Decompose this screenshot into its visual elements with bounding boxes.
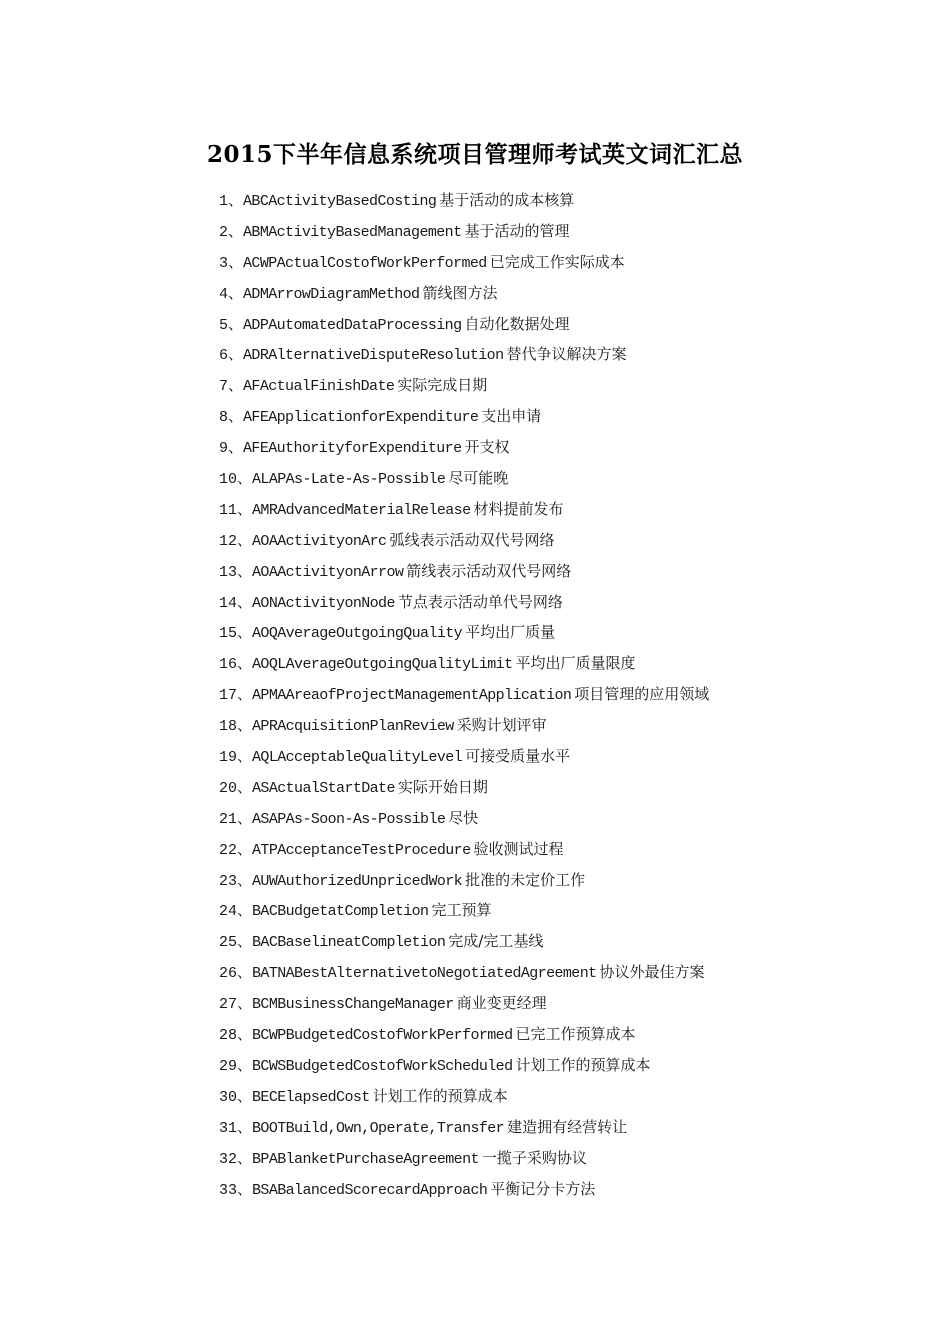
- glossary-entry: [219, 216, 919, 247]
- glossary-entry: [219, 278, 919, 309]
- entry-term: BACBudgetatCompletion: [252, 903, 429, 921]
- glossary-entry: [219, 1050, 919, 1081]
- entry-number: 17: [219, 687, 238, 705]
- entry-separator: 、: [237, 839, 253, 858]
- entry-number: 33: [219, 1181, 238, 1199]
- entry-separator: 、: [237, 747, 253, 766]
- entry-separator: 、: [228, 314, 244, 333]
- entry-translation: 计划工作的预算成本: [372, 1086, 508, 1105]
- entry-separator: 、: [228, 221, 244, 240]
- glossary-entry: [219, 803, 919, 834]
- glossary-entry: [219, 926, 919, 957]
- glossary-entry: [219, 988, 919, 1019]
- entry-number: 18: [219, 718, 238, 736]
- glossary-entry: [219, 339, 919, 370]
- entry-separator: 、: [228, 191, 244, 209]
- glossary-entry: [219, 525, 919, 556]
- entry-separator: 、: [237, 963, 253, 982]
- entry-term: BACBaselineatCompletion: [252, 934, 446, 952]
- entry-number: 8: [219, 409, 229, 427]
- entry-number: 7: [219, 378, 229, 396]
- entry-number: 10: [219, 471, 238, 489]
- entry-translation: 节点表示活动单代号网络: [397, 592, 563, 611]
- entry-term: ATPAcceptanceTestProcedure: [252, 841, 471, 859]
- entry-translation: 平均出厂质量限度: [515, 654, 636, 673]
- entry-number: 32: [219, 1150, 238, 1168]
- entry-term: APMAAreaofProjectManagementApplication: [252, 687, 572, 705]
- entry-number: 11: [219, 501, 238, 519]
- entry-separator: 、: [237, 530, 253, 549]
- glossary-entry: [219, 741, 919, 772]
- entry-term: AMRAdvancedMaterialRelease: [252, 501, 471, 519]
- entry-translation: 项目管理的应用领域: [574, 685, 710, 704]
- entry-number: 4: [219, 285, 229, 303]
- glossary-entry: [219, 1143, 919, 1174]
- entry-separator: 、: [237, 932, 253, 951]
- entry-separator: 、: [228, 252, 244, 271]
- entry-term: AUWAuthorizedUnpricedWork: [252, 872, 463, 890]
- entry-term: ADRAlternativeDisputeResolution: [243, 347, 504, 365]
- entry-number: 23: [219, 872, 238, 890]
- glossary-entry: [219, 895, 919, 926]
- entry-separator: 、: [237, 808, 253, 827]
- entry-translation: 采购计划评审: [456, 716, 547, 735]
- entry-translation: 可接受质量水平: [465, 747, 571, 766]
- entry-term: ADMArrowDiagramMethod: [243, 285, 420, 303]
- entry-translation: 已完工作预算成本: [515, 1025, 636, 1044]
- entry-number: 6: [219, 347, 229, 365]
- entry-separator: 、: [237, 499, 253, 518]
- entry-term: AFEApplicationforExpenditure: [243, 409, 479, 427]
- entry-translation: 箭线图方法: [422, 283, 498, 302]
- entry-translation: 实际完成日期: [397, 376, 488, 395]
- entry-separator: 、: [237, 685, 253, 704]
- entry-term: BCWPBudgetedCostofWorkPerformed: [252, 1027, 513, 1045]
- glossary-entry: [219, 710, 919, 741]
- entry-separator: 、: [228, 376, 244, 395]
- entry-translation: 弧线表示活动双代号网络: [389, 530, 555, 549]
- entry-translation: 平衡记分卡方法: [490, 1179, 596, 1198]
- entry-translation: 基于活动的管理: [464, 221, 570, 240]
- entry-separator: 、: [237, 623, 253, 642]
- entry-number: 20: [219, 779, 238, 797]
- entry-term: AFActualFinishDate: [243, 378, 395, 396]
- entry-term: ABCActivityBasedCosting: [243, 193, 437, 210]
- entry-translation: 开支权: [464, 438, 510, 457]
- entry-term: ACWPActualCostofWorkPerformed: [243, 254, 487, 272]
- entry-separator: 、: [228, 438, 244, 457]
- glossary-entry: [219, 401, 919, 432]
- entry-number: 9: [219, 440, 229, 458]
- entry-number: 28: [219, 1027, 238, 1045]
- document-title: 2015下半年信息系统项目管理师考试英文词汇汇总: [206, 141, 743, 168]
- glossary-entry: [219, 1019, 919, 1050]
- entry-term: ALAPAs-Late-As-Possible: [252, 471, 446, 489]
- entry-number: 25: [219, 934, 238, 952]
- entry-number: 15: [219, 625, 238, 643]
- entry-term: ASAPAs-Soon-As-Possible: [252, 810, 446, 828]
- entry-number: 22: [219, 841, 238, 859]
- entry-separator: 、: [237, 777, 253, 796]
- entry-number: 21: [219, 810, 238, 828]
- entry-number: 31: [219, 1119, 238, 1137]
- entry-separator: 、: [237, 1055, 253, 1074]
- entry-translation: 替代争议解决方案: [506, 345, 627, 364]
- glossary-entry: [219, 185, 919, 216]
- entry-translation: 尽可能晚: [448, 469, 509, 488]
- entry-term: AOAActivityonArc: [252, 532, 387, 550]
- entry-separator: 、: [237, 1179, 253, 1198]
- entry-term: AOQLAverageOutgoingQualityLimit: [252, 656, 513, 674]
- entry-translation: 一揽子采购协议: [481, 1148, 587, 1167]
- entry-number: 16: [219, 656, 238, 674]
- entry-term: BOOTBuild,Own,Operate,Transfer: [252, 1119, 505, 1137]
- entry-term: AQLAcceptableQualityLevel: [252, 749, 463, 767]
- entry-separator: 、: [237, 994, 253, 1013]
- entry-number: 13: [219, 563, 238, 581]
- entry-separator: 、: [228, 407, 244, 426]
- entry-translation: 已完成工作实际成本: [489, 252, 625, 271]
- entry-separator: 、: [237, 592, 253, 611]
- entry-term: AOAActivityonArrow: [252, 563, 404, 581]
- entry-translation: 批准的未定价工作: [465, 870, 586, 889]
- glossary-entry: [219, 370, 919, 401]
- entry-number: 26: [219, 965, 238, 983]
- entry-number: 19: [219, 749, 238, 767]
- glossary-entry: [219, 1112, 919, 1143]
- entry-term: APRAcquisitionPlanReview: [252, 718, 454, 736]
- glossary-entry: [219, 865, 919, 896]
- entry-separator: 、: [237, 561, 253, 580]
- glossary-entry: [219, 556, 919, 587]
- entry-number: 29: [219, 1057, 238, 1075]
- entry-separator: 、: [237, 901, 253, 920]
- entry-number: 14: [219, 594, 238, 612]
- glossary-entry: [219, 772, 919, 803]
- entry-separator: 、: [237, 654, 253, 673]
- entry-term: ADPAutomatedDataProcessing: [243, 316, 462, 334]
- entry-term: AOQAverageOutgoingQuality: [252, 625, 463, 643]
- entry-term: BCMBusinessChangeManager: [252, 996, 454, 1014]
- entry-translation: 平均出厂质量: [465, 623, 556, 642]
- entry-translation: 基于活动的成本核算: [439, 191, 575, 209]
- entry-separator: 、: [237, 870, 253, 889]
- glossary-entry: [219, 309, 919, 340]
- glossary-entry: [219, 834, 919, 865]
- entry-translation: 材料提前发布: [473, 499, 564, 518]
- glossary-entry: [219, 432, 919, 463]
- glossary-entry: [219, 463, 919, 494]
- glossary-entry: [219, 587, 919, 618]
- entry-separator: 、: [237, 1025, 253, 1044]
- entry-translation: 商业变更经理: [456, 994, 547, 1013]
- entry-number: 30: [219, 1088, 238, 1106]
- entry-number: 3: [219, 254, 229, 272]
- glossary-entry: [219, 494, 919, 525]
- entry-translation: 计划工作的预算成本: [515, 1055, 651, 1074]
- entry-separator: 、: [237, 469, 253, 488]
- entry-translation: 协议外最佳方案: [599, 963, 705, 982]
- entry-number: 1: [219, 193, 229, 210]
- entry-separator: 、: [237, 716, 253, 735]
- entry-number: 24: [219, 903, 238, 921]
- glossary-list: [219, 185, 919, 1204]
- entry-number: 27: [219, 996, 238, 1014]
- entry-term: AFEAuthorityforExpenditure: [243, 440, 462, 458]
- glossary-entry: [219, 679, 919, 710]
- glossary-entry: [219, 1174, 919, 1205]
- glossary-entry: [219, 1081, 919, 1112]
- entry-translation: 完工预算: [431, 901, 492, 920]
- entry-term: BATNABestAlternativetoNegotiatedAgreement: [252, 965, 597, 983]
- entry-number: 12: [219, 532, 238, 550]
- entry-translation: 建造拥有经营转让: [507, 1117, 628, 1136]
- entry-term: BECElapsedCost: [252, 1088, 370, 1106]
- glossary-entry: [219, 247, 919, 278]
- entry-term: ASActualStartDate: [252, 779, 395, 797]
- entry-translation: 完成/完工基线: [448, 932, 544, 951]
- entry-separator: 、: [237, 1117, 253, 1136]
- entry-term: AONActivityonNode: [252, 594, 395, 612]
- glossary-entry: [219, 648, 919, 679]
- entry-translation: 自动化数据处理: [464, 314, 570, 333]
- entry-term: BCWSBudgetedCostofWorkScheduled: [252, 1057, 513, 1075]
- entry-translation: 验收测试过程: [473, 839, 564, 858]
- entry-translation: 尽快: [448, 808, 479, 827]
- glossary-entry: [219, 957, 919, 988]
- entry-separator: 、: [237, 1086, 253, 1105]
- entry-term: ABMActivityBasedManagement: [243, 223, 462, 241]
- entry-separator: 、: [228, 345, 244, 364]
- entry-term: BSABalancedScorecardApproach: [252, 1181, 488, 1199]
- glossary-entry: [219, 617, 919, 648]
- entry-separator: 、: [237, 1148, 253, 1167]
- entry-term: BPABlanketPurchaseAgreement: [252, 1150, 479, 1168]
- entry-translation: 实际开始日期: [397, 777, 488, 796]
- entry-translation: 箭线表示活动双代号网络: [406, 561, 572, 580]
- entry-number: 5: [219, 316, 229, 334]
- entry-number: 2: [219, 223, 229, 241]
- entry-translation: 支出申请: [481, 407, 542, 426]
- entry-separator: 、: [228, 283, 244, 302]
